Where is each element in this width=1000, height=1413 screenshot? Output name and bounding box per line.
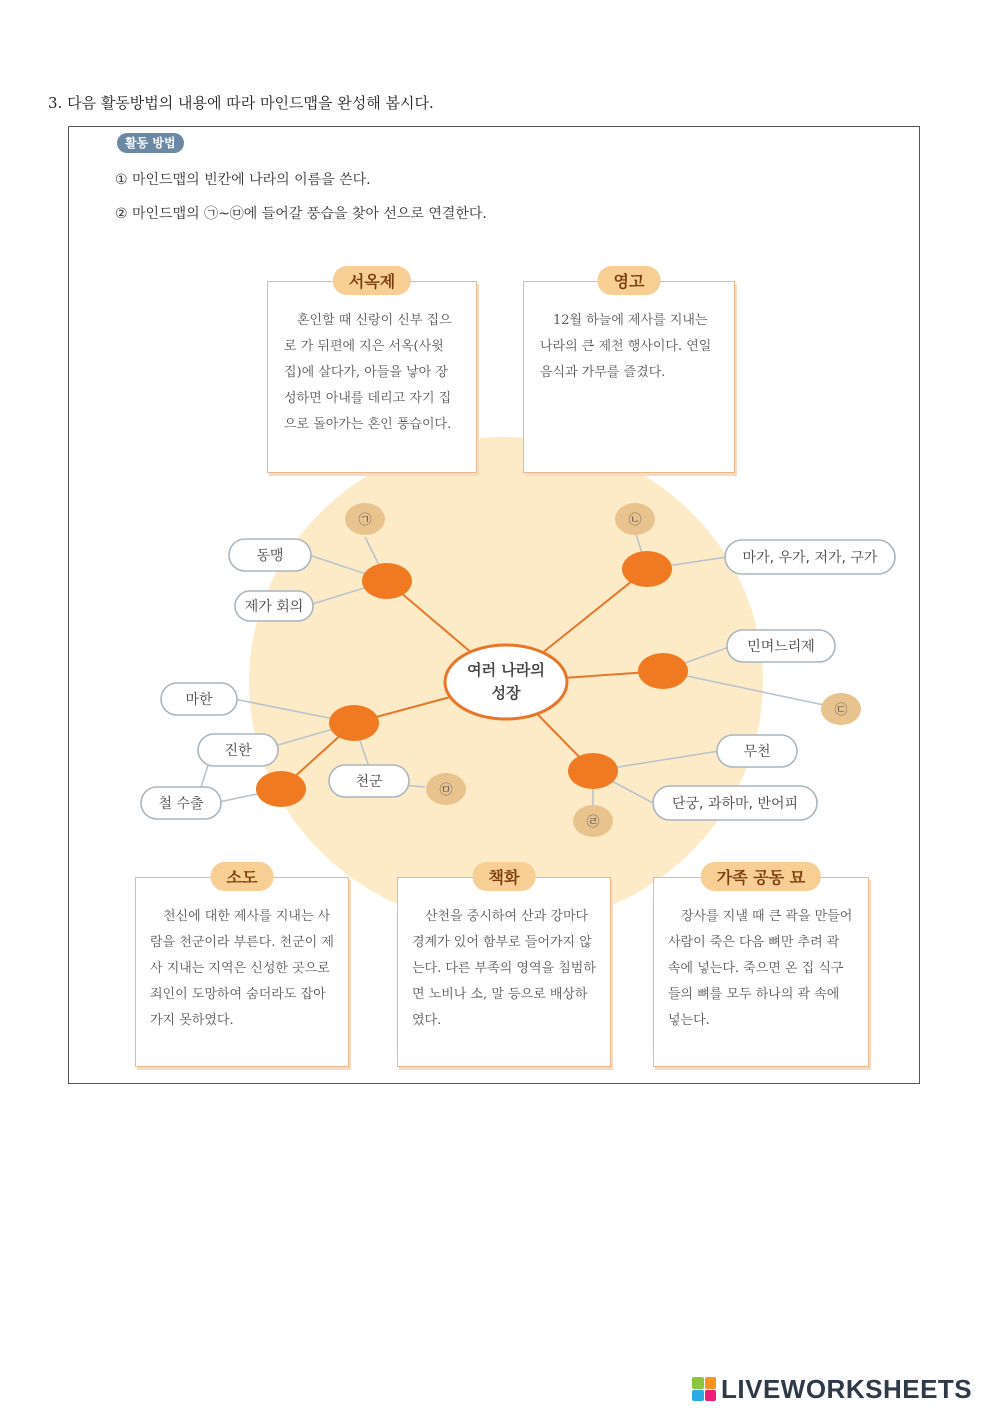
label-dangung: 단궁, 과하마, 반어피 — [672, 796, 798, 812]
info-title-yeonggo: 영고 — [598, 266, 661, 295]
node-buyeo — [622, 551, 672, 587]
info-text-yeonggo: 12월 하늘에 제사를 지내는 나라의 큰 제천 행사이다. 연일 음식과 가무를 즐겼다. — [540, 313, 712, 380]
info-text-chaekhwa: 산천을 중시하여 산과 강마다 경계가 있어 함부로 들어가지 않는다. 다른 부족의 영역을 침범하면 노비나 소, 말 등으로 배상하였다. — [412, 909, 596, 1028]
activity-frame — [68, 126, 920, 1084]
info-title-gajok: 가족 공동 묘 — [701, 862, 821, 891]
info-text-seoksuje: 혼인할 때 신랑이 신부 집으로 가 뒤편에 지은 서옥(사윗집)에 살다가, 아들을 낳아 장성하면 아내를 데리고 자기 집으로 돌아가는 혼인 풍습이다. — [284, 313, 452, 432]
center-node — [445, 645, 567, 719]
marker-3: ㉢ — [834, 703, 848, 718]
method-step-1: ① 마인드맵의 빈칸에 나라의 이름을 쓴다. — [115, 172, 371, 188]
info-box-chaekhwa — [397, 868, 611, 1067]
info-title-seoksuje: 서옥제 — [333, 266, 411, 295]
label-cheongun: 천군 — [355, 774, 383, 790]
info-box-sodo — [135, 868, 349, 1067]
info-box-seoksuje — [267, 272, 477, 473]
method-badge: 활동 방법 — [117, 133, 184, 153]
info-title-chaekhwa: 책화 — [473, 862, 536, 891]
marker-5: ㉤ — [439, 783, 453, 798]
label-jega: 제가 회의 — [244, 599, 304, 615]
info-title-sodo: 소도 — [211, 862, 274, 891]
label-maga: 마가, 우가, 저가, 구가 — [742, 550, 878, 566]
marker-4: ㉣ — [586, 815, 600, 830]
info-text-sodo: 천신에 대한 제사를 지내는 사람을 천군이라 부른다. 천군이 제사 지내는 지역은 신성한 곳으로 죄인이 도망하여 숨더라도 잡아가지 못하였다. — [150, 909, 334, 1028]
logo-mark-icon — [692, 1377, 716, 1401]
marker-2: ㉡ — [628, 513, 642, 528]
label-jinhan: 진한 — [224, 743, 252, 759]
marker-1: ㉠ — [358, 513, 372, 528]
info-text-gajok: 장사를 지낼 때 큰 곽을 만들어 사람이 죽은 다음 뼈만 추려 곽 속에 넣는다. 죽으면 온 집 식구들의 뼈를 모두 하나의 곽 속에 넣는다. — [668, 909, 853, 1028]
question-text: 3. 다음 활동방법의 내용에 따라 마인드맵을 완성해 봅시다. — [48, 94, 434, 112]
logo-text: LIVEWORKSHEETS — [721, 1374, 973, 1404]
node-samhan — [329, 705, 379, 741]
info-box-gajok — [653, 868, 869, 1067]
node-goguryeo — [362, 563, 412, 599]
node-okjeo — [638, 653, 688, 689]
liveworksheets-logo — [692, 1374, 972, 1404]
center-line-1: 여러 나라의 — [467, 661, 545, 679]
center-line-2: 성장 — [491, 684, 521, 702]
label-dongmaeng: 동맹 — [256, 548, 284, 564]
method-step-2: ② 마인드맵의 ㉠~㉤에 들어갈 풍습을 찾아 선으로 연결한다. — [115, 206, 487, 222]
info-box-yeonggo — [523, 272, 735, 473]
label-mahan: 마한 — [185, 692, 213, 708]
label-cheolsuchul: 철 수출 — [158, 796, 204, 812]
node-dongye — [568, 753, 618, 789]
label-minmyeo: 민며느리제 — [747, 639, 815, 655]
label-mucheon: 무천 — [743, 744, 771, 760]
node-byeonhan — [256, 771, 306, 807]
